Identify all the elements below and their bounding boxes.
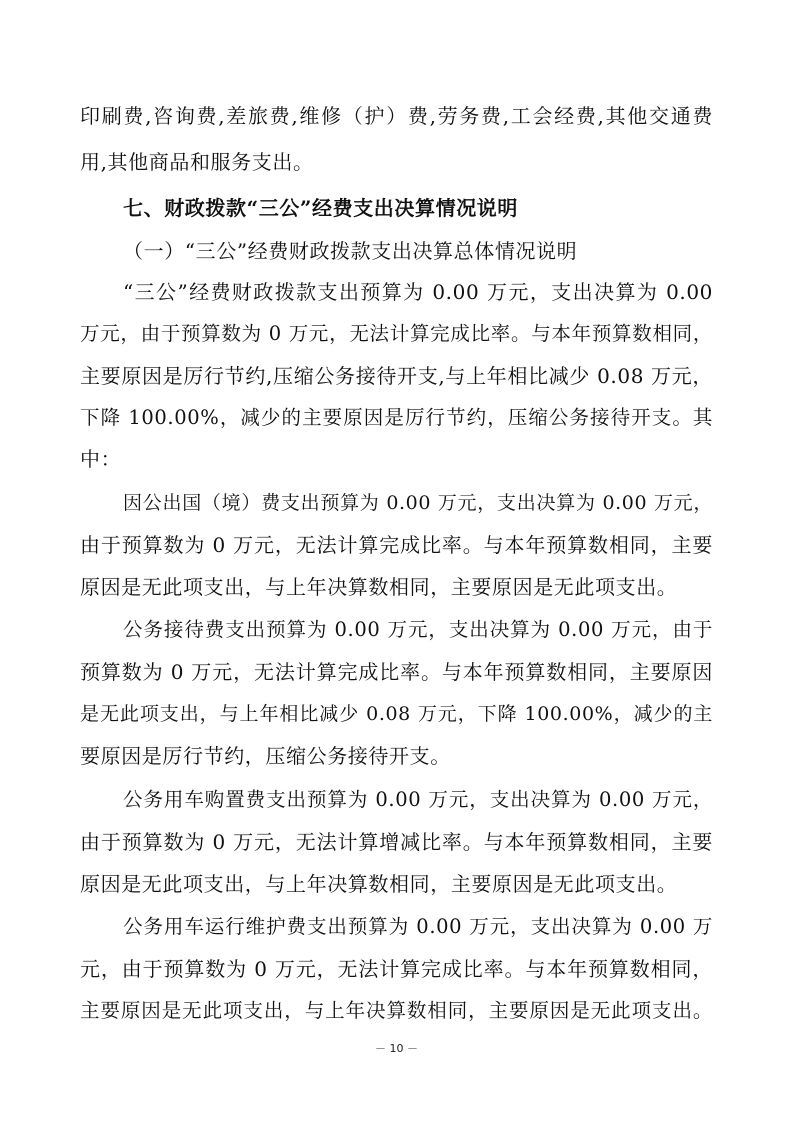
body-text-line: 主要原因是厉行节约,压缩公务接待开支,与上年相比减少 0.08 万元，: [80, 364, 713, 388]
body-text-line: 元，由于预算数为 0 万元，无法计算完成比率。与本年预算数相同，: [80, 957, 713, 981]
body-text-line: 中：: [80, 447, 122, 471]
subsection-heading: （一）“三公”经费财政拨款支出决算总体情况说明: [123, 239, 578, 263]
body-text-line: “三公”经费财政拨款支出预算为 0.00 万元，支出决算为 0.00: [123, 280, 713, 304]
body-text-line: 印刷费,咨询费,差旅费,维修（护）费,劳务费,工会经费,其他交通费: [80, 104, 713, 128]
body-text-line: 预算数为 0 万元，无法计算完成比率。与本年预算数相同，主要原因: [80, 660, 713, 684]
body-text-line: 由于预算数为 0 万元，无法计算完成比率。与本年预算数相同，主要: [80, 533, 713, 557]
body-text-line: 要原因是厉行节约，压缩公务接待开支。: [80, 744, 451, 768]
body-text-line: 万元，由于预算数为 0 万元，无法计算完成比率。与本年预算数相同，: [80, 322, 713, 345]
page-number: － 10 －: [375, 1042, 418, 1055]
body-text-line: 原因是无此项支出，与上年决算数相同，主要原因是无此项支出。: [80, 575, 678, 599]
body-text-line: 主要原因是无此项支出，与上年决算数相同，主要原因是无此项支出。: [80, 999, 713, 1022]
body-text-line: 下降 100.00%，减少的主要原因是厉行节约，压缩公务接待开支。其: [80, 406, 713, 429]
body-text-line: 是无此项支出，与上年相比减少 0.08 万元，下降 100.00%，减少的主: [80, 703, 713, 725]
body-text-line: 公务用车运行维护费支出预算为 0.00 万元，支出决算为 0.00 万: [123, 915, 713, 938]
body-text-line: 公务接待费支出预算为 0.00 万元，支出决算为 0.00 万元，由于: [123, 618, 713, 641]
body-text-line: 原因是无此项支出，与上年决算数相同，主要原因是无此项支出。: [80, 872, 678, 896]
section-heading: 七、财政拨款“三公”经费支出决算情况说明: [123, 196, 519, 220]
body-text-line: 由于预算数为 0 万元，无法计算增减比率。与本年预算数相同，主要: [80, 830, 713, 854]
body-text-line: 公务用车购置费支出预算为 0.00 万元，支出决算为 0.00 万元，: [123, 788, 713, 811]
body-text-line: 用,其他商品和服务支出。: [80, 150, 314, 174]
body-text-line: 因公出国（境）费支出预算为 0.00 万元，支出决算为 0.00 万元，: [123, 492, 713, 514]
